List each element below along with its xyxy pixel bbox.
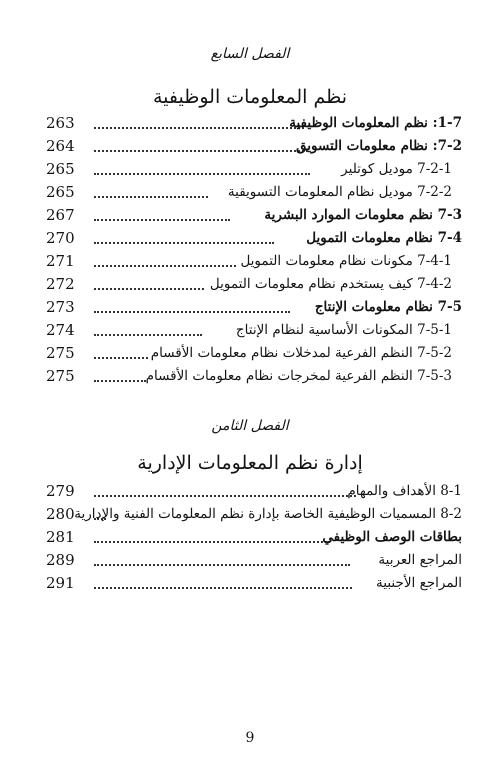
toc-page-number: 272 — [46, 275, 75, 293]
toc-entry-label: المراجع العربية — [378, 552, 462, 568]
chapter-8-title: إدارة نظم المعلومات الإدارية — [137, 452, 363, 474]
toc-entry-label: 7-5-2 النظم الفرعية لمدخلات نظام معلومات الأقسام — [150, 345, 452, 361]
toc-entry-label: المراجع الأجنبية — [376, 575, 462, 591]
toc-entry[interactable] — [0, 296, 500, 319]
page-number: 9 — [245, 730, 255, 746]
leader-dots — [94, 357, 148, 359]
leader-dots — [94, 127, 304, 129]
toc-entry[interactable] — [0, 181, 500, 204]
leader-dots — [94, 587, 352, 589]
toc-page-number: 265 — [46, 160, 75, 178]
toc-page-number: 265 — [46, 183, 75, 201]
toc-entry[interactable] — [0, 572, 500, 595]
toc-page-number: 271 — [46, 252, 75, 270]
leader-dots — [94, 196, 208, 198]
toc-entry-label: 8-1 الأهداف والمهام — [347, 483, 462, 499]
toc-page-number: 275 — [46, 344, 75, 362]
leader-dots — [94, 380, 146, 382]
toc-page-number: 281 — [46, 528, 75, 546]
leader-dots — [94, 242, 274, 244]
toc-entry-label: 7-2: نظام معلومات التسويق — [296, 138, 462, 154]
leader-dots — [94, 150, 308, 152]
toc-entry-label: 7-2-1 موديل كوتلير — [341, 161, 452, 177]
toc-entry[interactable] — [0, 549, 500, 572]
toc-entry[interactable] — [0, 250, 500, 273]
toc-entry-label: 7-5-3 النظم الفرعية لمخرجات نظام معلومات الأقسام — [145, 368, 452, 384]
leader-dots — [94, 173, 310, 175]
toc-entry[interactable] — [0, 480, 500, 503]
toc-page-number: 275 — [46, 367, 75, 385]
toc-entry-label: 7-5 نظام معلومات الإنتاج — [314, 299, 462, 315]
leader-dots — [94, 265, 236, 267]
toc-entry-label: 7-4-2 كيف يستخدم نظام معلومات التمويل — [209, 276, 452, 292]
leader-dots — [94, 564, 350, 566]
chapter-7-heading: الفصل السابع — [210, 46, 290, 62]
toc-page-number: 267 — [46, 206, 75, 224]
toc-entry-label: بطاقات الوصف الوظيفي — [322, 529, 462, 545]
toc-entry[interactable] — [0, 365, 500, 388]
toc-page-number: 270 — [46, 229, 75, 247]
toc-entry[interactable] — [0, 503, 500, 526]
toc-page-number: 291 — [46, 574, 75, 592]
chapter-8-heading: الفصل الثامن — [211, 418, 289, 434]
toc-entry-label: 7-4 نظام معلومات التمويل — [306, 230, 462, 246]
toc-entry[interactable] — [0, 273, 500, 296]
toc-entry-label: 7-3 نظم معلومات الموارد البشرية — [264, 207, 462, 223]
toc-page-number: 264 — [46, 137, 75, 155]
toc-entry[interactable] — [0, 158, 500, 181]
toc-entry[interactable] — [0, 135, 500, 158]
leader-dots — [94, 311, 290, 313]
chapter-7-title: نظم المعلومات الوظيفية — [152, 86, 348, 108]
toc-entry-label: 7-4-1 مكونات نظام معلومات التمويل — [240, 253, 452, 269]
toc-entry[interactable] — [0, 227, 500, 250]
toc-page-number: 273 — [46, 298, 75, 316]
leader-dots — [94, 219, 230, 221]
leader-dots — [94, 495, 356, 497]
toc-page-number: 274 — [46, 321, 75, 339]
toc-page-number: 279 — [46, 482, 75, 500]
toc-entry-label: 8-2 المسميات الوظيفية الخاصة بإدارة نظم المعلومات الفنية والإدارية — [74, 506, 462, 522]
toc-entry[interactable] — [0, 319, 500, 342]
toc-entry-label: 7-5-1 المكونات الأساسية لنظام الإنتاج — [235, 322, 452, 338]
leader-dots — [94, 541, 330, 543]
toc-page-number: 280 — [46, 505, 75, 523]
toc-page-number: 289 — [46, 551, 75, 569]
toc-entry[interactable] — [0, 112, 500, 135]
leader-dots — [94, 334, 202, 336]
leader-dots — [94, 288, 204, 290]
toc-entry-label: 7-2-2 موديل نظام المعلومات التسويقية — [227, 184, 452, 200]
toc-page-number: 263 — [46, 114, 75, 132]
toc-entry[interactable] — [0, 342, 500, 365]
toc-entry[interactable] — [0, 204, 500, 227]
toc-entry[interactable] — [0, 526, 500, 549]
toc-entry-label: 1-7: نظم المعلومات الوظيفية — [289, 115, 462, 131]
